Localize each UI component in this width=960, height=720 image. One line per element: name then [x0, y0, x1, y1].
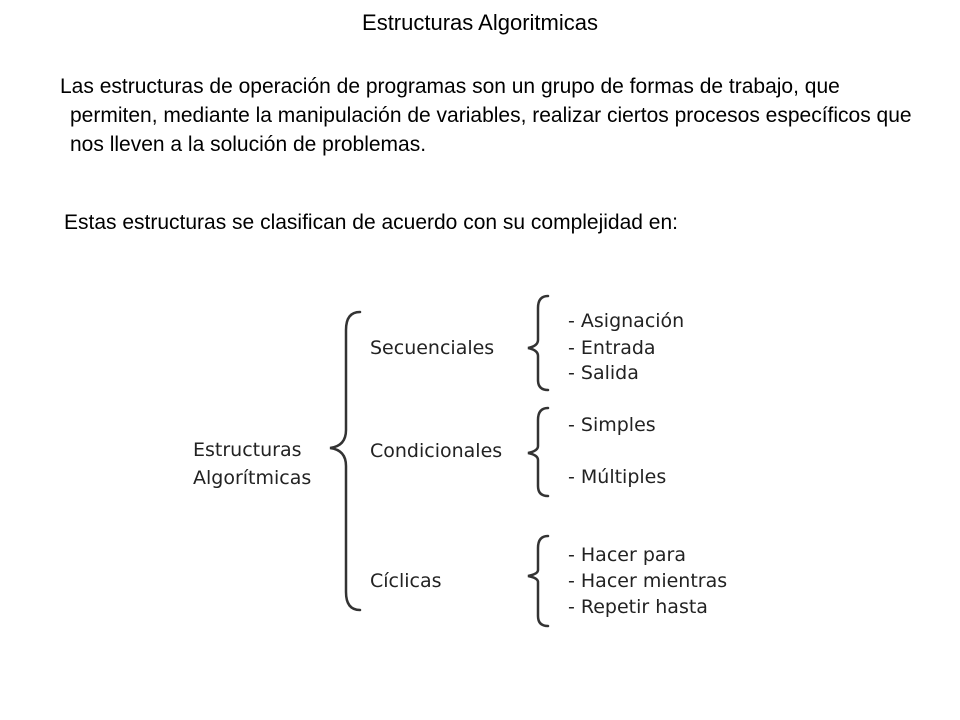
item-hacer-mientras: - Hacer mientras	[568, 570, 728, 592]
classification-sentence: Estas estructuras se clasifican de acuerdo con su complejidad en:	[64, 211, 678, 234]
item-multiples: - Múltiples	[568, 466, 667, 488]
category-ciclicas: Cíclicas	[370, 570, 442, 592]
ciclicas-brace	[528, 536, 548, 626]
item-hacer-para: - Hacer para	[568, 544, 686, 566]
condicionales-brace	[528, 408, 548, 496]
item-entrada: - Entrada	[568, 337, 656, 359]
item-asignacion: - Asignación	[568, 310, 685, 332]
structures-diagram	[0, 280, 960, 640]
page-title: Estructuras Algoritmicas	[362, 10, 598, 35]
category-condicionales: Condicionales	[370, 440, 503, 462]
item-salida: - Salida	[568, 362, 639, 384]
intro-paragraph: Las estructuras de operación de programas son un grupo de formas de trabajo, que permiten, mediante la manipulación de variables, realizar ciertos procesos específicos que nos lleven a la solución de problemas.	[60, 75, 912, 156]
item-repetir-hasta: - Repetir hasta	[568, 596, 708, 618]
category-secuenciales: Secuenciales	[370, 337, 495, 359]
root-label-line1: Estructuras	[193, 439, 302, 461]
secuenciales-brace	[528, 296, 548, 390]
root-label-line2: Algorítmicas	[193, 467, 312, 489]
item-simples: - Simples	[568, 414, 656, 436]
main-brace	[330, 312, 360, 610]
